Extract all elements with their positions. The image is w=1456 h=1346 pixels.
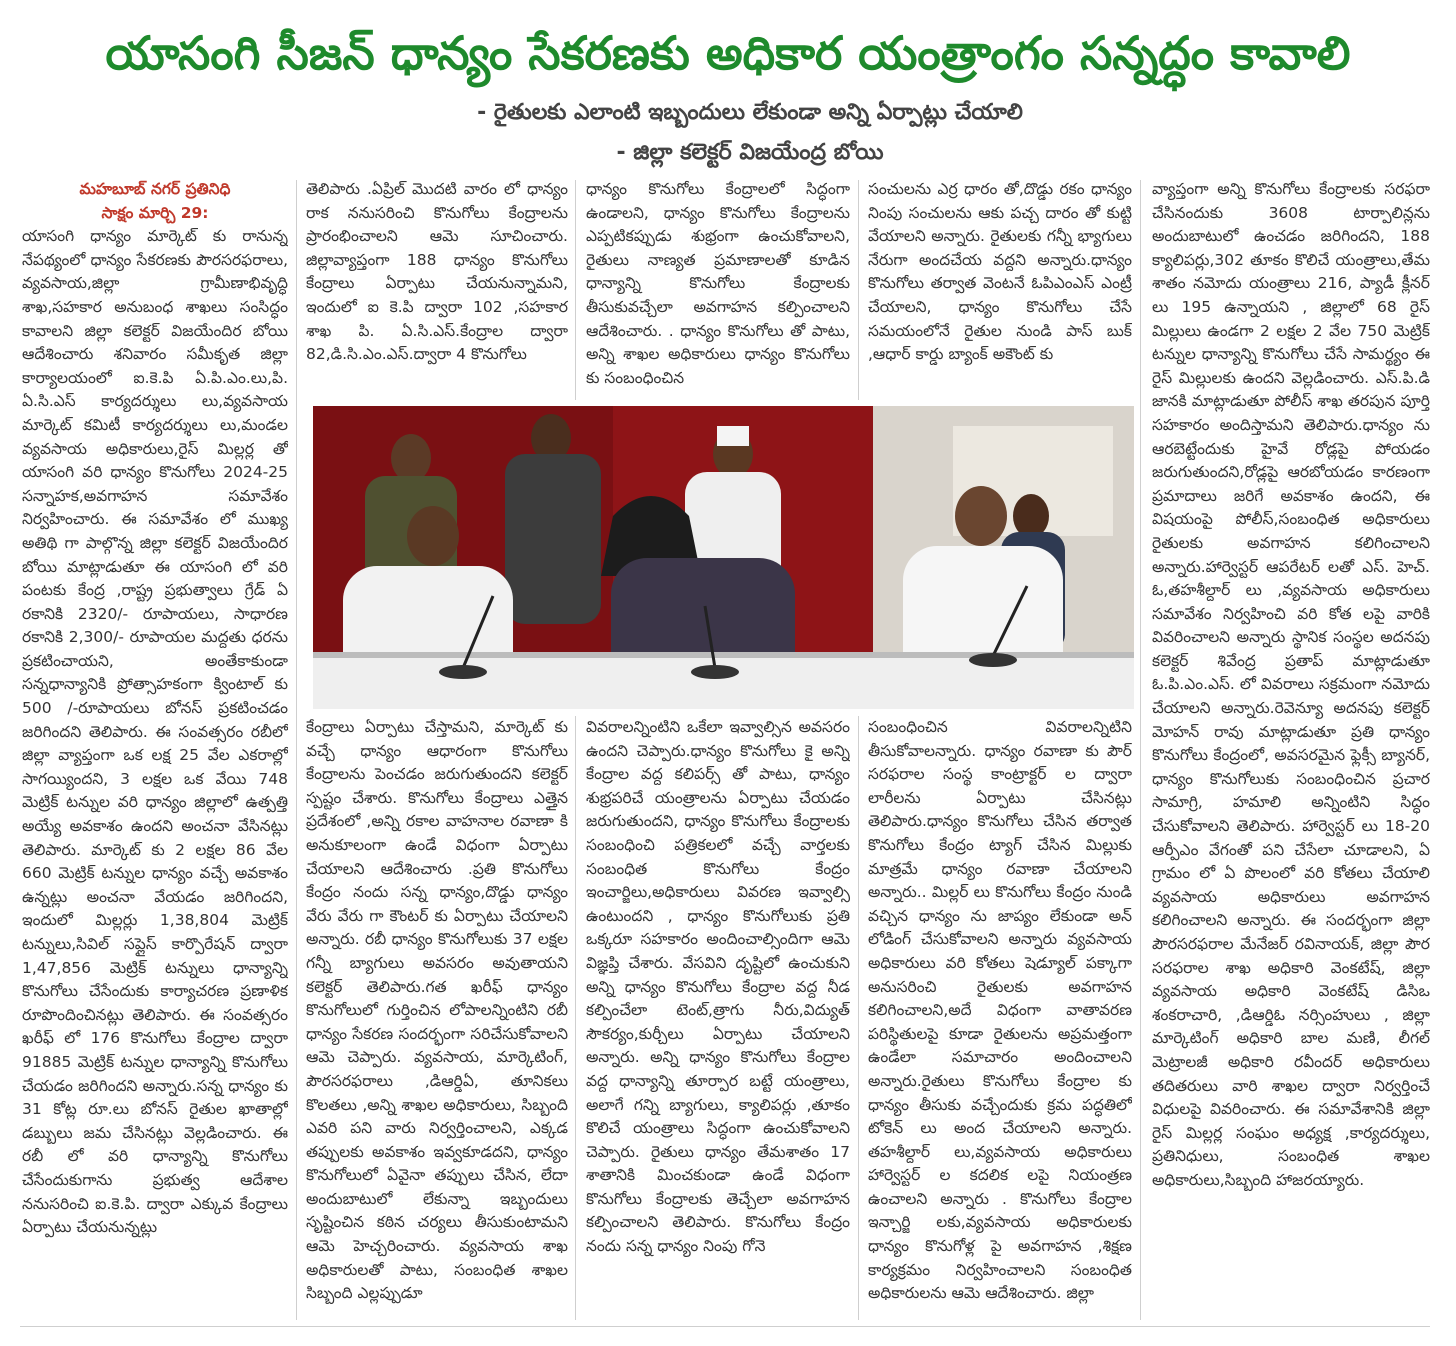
byline-dateline: సాక్షం మార్చి 29: (101, 203, 209, 222)
bottom-rule (20, 1326, 1430, 1327)
column-rule (858, 180, 859, 400)
column-3-bottom-text: వివరాలన్నింటిని ఒకేలా ఇవ్వాల్సిన అవసరం ఉందని చెప్పారు.ధాన్యం కొనుగోలు కై అన్ని కేంద్రాల వద్ద కలిపర్స్ తో పాటు, ధాన్యం శుభ్రపరిచే యంత్రాలను ఏర్పాటు చేయడం జరుగుతుందని, ధాన్యం కొనుగోలు కేంద్రాలకు సంబంధించి పత్రికలలో వచ్చే వార్తలకు సంబంధిత కొనుగోలు కేంద్రం ఇంచార్జిలు,అధికారులు వివరణ ఇవ్వాల్సి ఉంటుందని , ధాన్యం కొనుగోలుకు ప్రతి ఒక్కరూ సహకారం అందించాల్సిందిగా ఆమె విజ్ఞప్తి చేశారు. వేసవిని దృష్టిలో ఉంచుకుని అన్ని ధాన్యం కొనుగోలు కేంద్రాల వద్ద నీడ కల్పించేలా టెంట్,త్రాగు నీరు,విద్యుత్ సౌకర్యం,కుర్చీలు ఏర్పాటు చేయాలని అన్నారు. అన్ని ధాన్యం కొనుగోలు కేంద్రాల వద్ద ధాన్యాన్ని తూర్పార బట్టే యంత్రాలు, అలాగే గన్ని బ్యాగులు, క్యాలిపర్లు ,తూకం కొలిచే యంత్రాలు సిద్ధంగా ఉంచుకోవాలని చెప్పారు. రైతులు ధాన్యం తేమశాతం 17 శాతానికి మించకుండా ఉండే విధంగా కొనుగోలు కేంద్రాలకు తెచ్చేలా అవగాహన కల్పించాలని తెలిపారు. కొనుగోలు కేంద్రం నందు సన్న ధాన్యం నింపు గోనె (586, 718, 850, 1256)
column-2-bottom-text: కేంద్రాలు ఏర్పాటు చేస్తామని, మార్కెట్ కు వచ్చే ధాన్యం ఆధారంగా కొనుగోలు కేంద్రాలను పెంచడం జరుగుతుందని కలెక్టర్ స్పష్టం చేశారు. కొనుగోలు కేంద్రాలు ఎత్తైన ప్రదేశంలో ,అన్ని రకాల వాహనాల రవాణా కి అనుకూలంగా ఉండే విధంగా ఏర్పాటు చేయాలని ఆదేశించారు .ప్రతి కొనుగోలు కేంద్రం నందు సన్న ధాన్యం,దొడ్డు ధాన్యం వేరు వేరు గా కౌంటర్ కు ఏర్పాటు చేయాలని అన్నారు. రబీ ధాన్యం కొనుగోలుకు 37 లక్షల గన్నీ బ్యాగులు అవసరం అవుతాయని కలెక్టర్ తెలిపారు.గత ఖరీఫ్ ధాన్యం కొనుగోలులో గుర్తించిన లోపాలన్నింటిని రబీ ధాన్యం సేకరణ సందర్భంగా సరిచేసుకోవాలని ఆమె చెప్పారు. వ్యవసాయ, మార్కెటింగ్, పౌరసరఫరాలు ,డిఆర్డిఏ, తూనికలు కొలతలు ,అన్ని శాఖల అధికారులు, సిబ్బంది ఎవరి పని వారు నిర్వర్తించాలని, ఎక్కడ తప్పులకు అవకాశం ఇవ్వకూడదని, ధాన్యం కొనుగోలులో ఏవైనా తప్పులు చేసిన, లేదా అందుబాటులో లేకున్నా ఇబ్బందులు సృష్టించిన కఠిన చర్యలు తీసుకుంటామని ఆమె హెచ్చరించారు. వ్యవసాయ శాఖ అధికారులతో పాటు, సంబంధిత శాఖల సిబ్బంది ఎల్లప్పుడూ (306, 718, 568, 1303)
column-1-text: యాసంగి ధాన్యం మార్కెట్ కు రానున్న నేపథ్యంలో ధాన్యం సేకరణకు పౌరసరఫరాలు, వ్యవసాయ,జిల్లా గ్రామీణాభివృద్ధి శాఖ,సహకార అనుబంధ శాఖలు సంసిద్ధం కావాలని జిల్లా కలెక్టర్ విజయేందిర బోయి ఆదేశించారు శనివారం సమీకృత జిల్లా కార్యాలయంలో ఐ.కె.పి ఏ.పి.ఎం.లు,పి. ఏ.సి.ఎస్ కార్యదర్శులు లు,వ్యవసాయ మార్కెట్ కమిటీ కార్యదర్శులు లు,మండల వ్యవసాయ అధికారులు,రైస్ మిల్లర్ల తో యాసంగి వరి ధాన్యం కొనుగోలు 2024-25 సన్నాహక,అవగాహన సమావేశం నిర్వహించారు. ఈ సమావేశం లో ముఖ్య అతిథి గా పాల్గొన్న జిల్లా కలెక్టర్ విజయేందిర బోయి మాట్లాడుతూ ఈ యాసంగి లో వరి పంటకు కేంద్ర ,రాష్ట్ర ప్రభుత్వాలు గ్రేడ్ ఏ రకానికి 2320/- రూపాయలు, సాధారణ రకానికి 2,300/- రూపాయల మద్దతు ధరను ప్రకటించాయని, అంతేకాకుండా సన్నధాన్యానికి ప్రోత్సాహకంగా క్వింటాల్ కు 500 /-రూపాయలు బోనస్ ప్రకటించడం జరిగిందని తెలిపారు. ఈ సంవత్సరం రబీలో జిల్లా వ్యాప్తంగా ఒక లక్ష 25 వేల ఎకరాల్లో సాగయ్యిందని, 3 లక్షల ఒక వేయి 748 మెట్రిక్ టన్నుల వరి ధాన్యం జిల్లాలో ఉత్పత్తి అయ్యే అవకాశం ఉందని అంచనా వేసినట్లు తెలిపారు. మార్కెట్ కు 2 లక్షల 86 వేల 660 మెట్రిక్ టన్నుల ధాన్యం వచ్చే అవకాశం ఉన్నట్లు అంచనా వేయడం జరిగిందని, ఇందులో మిల్లర్లు 1,38,804 మెట్రిక్ టన్నులు,సివిల్ సప్లైస్ కార్పొరేషన్ ద్వారా 1,47,856 మెట్రిక్ టన్నులు ధాన్యాన్ని కొనుగోలు చేసేందుకు కార్యాచరణ ప్రణాళిక రూపొందించినట్లు తెలిపారు. ఈ సంవత్సరం ఖరీఫ్ లో 176 కొనుగోలు కేంద్రాల ద్వారా 91885 మెట్రిక్ టన్నుల ధాన్యాన్ని కొనుగోలు చేయడం జరిగిందని అన్నారు.సన్న ధాన్యం కు 31 కోట్ల రూ.లు బోనస్ రైతుల ఖాతాల్లో డబ్బులు జమ చేసినట్లు వెల్లడించారు. ఈ రబీ లో వరి ధాన్యాన్ని కొనుగోలు చేసేందుకుగాను ప్రభుత్వ ఆదేశాల ననుసరించి ఐ.కె.పి. ద్వారా ఎక్కువ కేంద్రాలు ఏర్పాటు చేయనున్నట్లు (22, 227, 288, 1237)
column-4-bottom-text: సంబంధించిన వివరాలన్నిటిని తీసుకోవాలన్నారు. ధాన్యం రవాణా కు పౌర్ సరఫరాల సంస్థ కాంట్రాక్టర్ ల ద్వారా లారీలను ఏర్పాటు చేసినట్లు తెలిపారు.ధాన్యం కొనుగోలు చేసిన తర్వాత కొనుగోలు కేంద్రం ట్యాగ్ చేసిన మిల్లుకు మాత్రమే ధాన్యం రవాణా చేయాలని అన్నారు.. మిల్లర్ లు కొనుగోలు కేంద్రం నుండి వచ్చిన ధాన్యం ను జాప్యం లేకుండా అన్ లోడింగ్ చేసుకోవాలని అన్నారు వ్యవసాయ అధికారులు వరి కోతలు షెడ్యూల్ పక్కాగా అనుసరించి రైతులకు అవగాహన కలిగించాలని,అదే విధంగా వాతావరణ పరిస్థితులపై కూడా రైతులను అప్రమత్తంగా ఉండేలా సమాచారం అందించాలని అన్నారు.రైతులు కొనుగోలు కేంద్రాల కు ధాన్యం తీసుకు వచ్చేందుకు క్రమ పద్ధతిలో టోకెన్ లు అంద చేయాలని అన్నారు. తహశీల్దార్ లు,వ్యవసాయ అధికారులు హార్వెస్టర్ ల కదలిక లపై నియంత్రణ ఉంచాలని అన్నారు . కొనుగోలు కేంద్రాల ఇన్చార్జి లకు,వ్యవసాయ అధికారులకు ధాన్యం కొనుగోళ్ల పై అవగాహన ,శిక్షణ కార్యక్రమం నిర్వహించాలని సంబంధిత అధికారులను ఆమె ఆదేశించారు. జిల్లా (868, 718, 1132, 1303)
column-rule (296, 180, 297, 1320)
article-column-4-bottom (868, 716, 1132, 1322)
meeting-photo (313, 406, 1134, 709)
article-column-3-top (586, 178, 850, 398)
column-2-top-text: తెలిపారు .ఏప్రిల్ మొదటి వారం లో ధాన్యం రాక ననుసరించి కొనుగోలు కేంద్రాలను ప్రారంభించాలని ఆమె సూచించారు. జిల్లావ్యాప్తంగా 188 ధాన్యం కొనుగోలు కేంద్రాలు ఏర్పాటు చేయనున్నామని, ఇందులో ఐ కె.పి ద్వారా 102 ,సహకార శాఖ పి. ఏ.సి.ఎస్.కేంద్రాల ద్వారా 82,డి.సి.ఎం.ఎస్.ద్వారా 4 కొనుగోలు (306, 180, 568, 364)
article-column-1 (22, 178, 288, 1323)
article-column-5 (1152, 178, 1430, 1323)
column-rule (858, 716, 859, 1320)
column-rule (575, 716, 576, 1320)
article-column-3-bottom (586, 716, 850, 1322)
column-3-top-text: ధాన్యం కొనుగోలు కేంద్రాలలో సిద్ధంగా ఉండాలని, ధాన్యం కొనుగోలు కేంద్రాలను ఎప్పటికప్పుడు శుభ్రంగా ఉంచుకోవాలని, రైతులు నాణ్యత ప్రమాణాలతో కూడిన ధాన్యాన్ని కొనుగోలు కేంద్రాలకు తీసుకువచ్చేలా అవగాహన కల్పించాలని ఆదేశించారు. . ధాన్యం కొనుగోలు తో పాటు, అన్ని శాఖల అధికారులు ధాన్యం కొనుగోలు కు సంబంధించిన (586, 180, 850, 387)
article-column-2-bottom (306, 716, 568, 1322)
column-rule (575, 180, 576, 400)
column-4-top-text: సంచులను ఎర్ర ధారం తో,దొడ్డు రకం ధాన్యం నింపు సంచులను ఆకు పచ్చ దారం తో కుట్టి వేయాలని అన్నారు. రైతులకు గన్నీ భ్యాగులు నేరుగా అందచేయ వద్దని అన్నారు.ధాన్యం కొనుగోలు తర్వాత వెంటనే ఓపిఎంఎస్ ఎంట్రీ చేయాలని, ధాన్యం కొనుగోలు చేసే సమయంలోనే రైతుల నుండి పాస్ బుక్ ,ఆధార్ కార్డు బ్యాంక్ అకౌంట్ కు (868, 180, 1132, 364)
column-5-text: వ్యాప్తంగా అన్ని కొనుగోలు కేంద్రాలకు సరఫరా చేసినందుకు 3608 టార్పాలిన్లను అందుబాటులో ఉంచడం జరిగిందని, 188 క్యాలిపర్లు,302 తూకం కొలిచే యంత్రాలు,తేమ శాతం నమోదు యంత్రాలు 216, ప్యాడీ క్లీనర్ లు 195 ఉన్నాయని , జిల్లాలో 68 రైస్ మిల్లులు ఉండగా 2 లక్షల 2 వేల 750 మెట్రిక్ టన్నుల ధాన్యాన్ని కొనుగోలు చేసే సామర్థ్యం ఈ రైస్ మిల్లులకు ఉందని వెల్లడించారు. ఎస్.పి.డి జానకి మాట్లాడుతూ పోలీస్ శాఖ తరపున పూర్తి సహకారం అందిస్తామని తెలిపారు.ధాన్యం ను ఆరబెట్టేందుకు హైవే రోడ్లపై పోయడం జరుగుతుందని,రోడ్లపై ఆరబోయడం కారణంగా ప్రమాదాలు జరిగే అవకాశం ఉందని, ఈ విషయంపై పోలీస్,సంబంధిత అధికారులు రైతులకు అవగాహన కలిగించాలని అన్నారు.హార్వెస్టర్ ఆపరేటర్ లతో ఎస్. హెచ్. ఓ,తహశీల్దార్ లు ,వ్యవసాయ అధికారులు సమావేశం నిర్వహించి వరి కోత లపై వారికి వివరించాలని అన్నారు స్థానిక సంస్థల అదనపు కలెక్టర్ శివేంద్ర ప్రతాప్ మాట్లాడుతూ ఓ.పి.ఎం.ఎస్. లో వివరాలు సక్రమంగా నమోదు చేయాలని అన్నారు.రెవెన్యూ అదనపు కలెక్టర్ మోహన్ రావు మాట్లాడుతూ ప్రతి ధాన్యం కొనుగోలు కేంద్రంలో, అవసరమైన ఫ్లెక్సీ బ్యానర్, ధాన్యం కొనుగోలుకు సంబంధించిన ప్రచార సామాగ్రి, హమాలి అన్నింటిని సిద్ధం చేసుకోవాలని తెలిపారు. హార్వెస్టర్ లు 18-20 ఆర్పీఎం వేగంతో పని చేసేలా చూడాలని, ఏ గ్రామం లో ఏ పొలంలో వరి కోతలు చేయాలి వ్యవసాయ అధికారులు అవగాహన కలిగించాలని అన్నారు. ఈ సందర్భంగా జిల్లా పౌరసరఫరాల మేనేజర్ రవినాయక్, జిల్లా పౌర సరఫరాల శాఖ అధికారి వెంకటేష్, జిల్లా వ్యవసాయ అధికారి వెంకటేష్ డిసిఒ శంకరాచారి, ,డిఆర్డిఓ నర్సింహులు , జిల్లా మార్కెటింగ్ అధికారి బాల మణి, లీగల్ మెట్రాలజీ అధికారి రవీందర్ అధికారులు తదితరులు వారి శాఖల ద్వారా నిర్వర్తించే విధులపై వివరించారు. ఈ సమావేశానికి జిల్లా రైస్ మిల్లర్ల సంఘం అధ్యక్ష ,కార్యదర్శులు, ప్రతినిధులు, సంబంధిత శాఖల అధికారులు,సిబ్బంది హాజరయ్యారు. (1152, 180, 1430, 1189)
article-column-4-top (868, 178, 1132, 398)
byline-reporter: మహబూబ్ నగర్ ప్రతినిధి (79, 180, 231, 198)
subheadline-2: - జిల్లా కలెక్టర్ విజయేంద్ర బోయి (616, 140, 884, 165)
subheadline-1: - రైతులకు ఎలాంటి ఇబ్బందులు లేకుండా అన్ని ఏర్పాట్లు చేయాలి (477, 100, 1023, 125)
column-rule (1140, 180, 1141, 1320)
article-column-2-top (306, 178, 568, 398)
headline: యాసంగి సీజన్ ధాన్యం సేకరణకు అధికార యంత్రాంగం సన్నద్ధం కావాలి (105, 26, 1351, 80)
